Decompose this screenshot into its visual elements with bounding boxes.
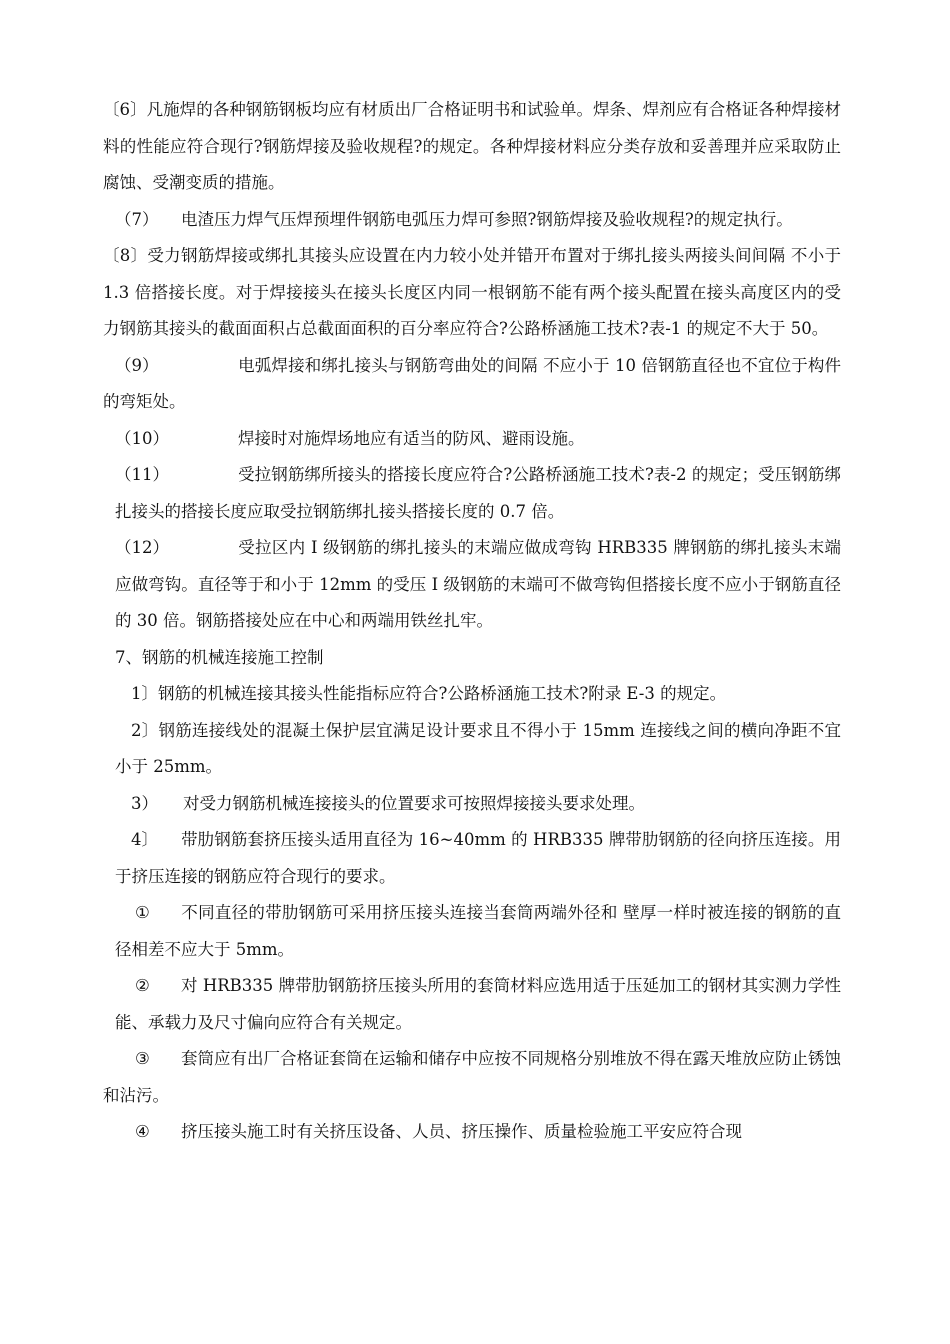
paragraph-c3: [103, 1041, 841, 1114]
paragraph-7: [103, 202, 841, 239]
paragraph-number: ④: [135, 1122, 150, 1141]
section-heading-text: 7、钢筋的机械连接施工控制: [115, 647, 324, 667]
paragraph-number: ③: [135, 1049, 150, 1068]
paragraph-number: ①: [135, 903, 150, 922]
paragraph-m4: [103, 822, 841, 895]
paragraph-m3: [103, 786, 841, 823]
paragraph-number: 4〕: [131, 830, 158, 849]
paragraph-m2: [103, 713, 841, 786]
paragraph-text: 1〕钢筋的机械连接其接头性能指标应符合?公路桥涵施工技术?附录 E-3 的规定。: [131, 684, 727, 703]
paragraph-m1: [103, 676, 841, 713]
paragraph-text: 焊接时对施焊场地应有适当的防风、避雨设施。: [238, 428, 585, 448]
paragraph-c2: [103, 968, 841, 1041]
paragraph-number: ②: [135, 976, 150, 995]
paragraph-text: 受拉区内 I 级钢筋的绑扎接头的末端应做成弯钩 HRB335 牌钢筋的绑扎接头末端应做弯钩。直径等于和小于 12mm 的受压 I 级钢筋的末端可不做弯钩但搭接长度不应小于钢筋直径的 30 倍。钢筋搭接处应在中心和两端用铁丝扎牢。: [115, 538, 841, 630]
section-heading-mechanical-connection: [103, 640, 841, 677]
paragraph-11: [103, 457, 841, 530]
paragraph-text: 对受力钢筋机械连接接头的位置要求可按照焊接接头要求处理。: [183, 793, 645, 813]
paragraph-text: 对 HRB335 牌带肋钢筋挤压接头所用的套筒材料应选用适于压延加工的钢材其实测力学性能、承载力及尺寸偏向应符合有关规定。: [115, 976, 841, 1032]
paragraph-12: [103, 530, 841, 640]
paragraph-c4: [103, 1114, 841, 1151]
document-page: [103, 92, 841, 1151]
paragraph-6: [103, 92, 841, 202]
paragraph-text: 2〕钢筋连接线处的混凝土保护层宜满足设计要求且不得小于 15mm 连接线之间的横向净距不宜小于 25mm。: [115, 720, 841, 776]
paragraph-text: 〔8〕受力钢筋焊接或绑扎其接头应设置在内力较小处并错开布置对于绑扎接头两接头间间隔 不小于 1.3 倍搭接长度。对于焊接接头在接头长度区内同一根钢筋不能有两个接头配置在接头高度区内的受力钢筋其接头的截面面积占总截面面积的百分率应符合?公路桥涵施工技术?表-1 的规定不大于 50。: [103, 246, 841, 338]
paragraph-number: （11）: [115, 465, 169, 484]
paragraph-text: 不同直径的带肋钢筋可采用挤压接头连接当套筒两端外径和 壁厚一样时被连接的钢筋的直径相差不应大于 5mm。: [115, 903, 841, 959]
paragraph-text: 套筒应有出厂合格证套筒在运输和储存中应按不同规格分别堆放不得在露天堆放应防止锈蚀和沾污。: [103, 1049, 841, 1105]
paragraph-number: 3）: [131, 793, 158, 813]
paragraph-text: 挤压接头施工时有关挤压设备、人员、挤压操作、质量检验施工平安应符合现: [181, 1122, 742, 1141]
paragraph-8: [103, 238, 841, 348]
paragraph-text: 〔6〕凡施焊的各种钢筋钢板均应有材质出厂合格证明书和试验单。焊条、焊剂应有合格证各种焊接材料的性能应符合现行?钢筋焊接及验收规程?的规定。各种焊接材料应分类存放和妥善理并应采取防止腐蚀、受潮变质的措施。: [103, 100, 841, 192]
paragraph-text: 电渣压力焊气压焊预埋件钢筋电弧压力焊可参照?钢筋焊接及验收规程?的规定执行。: [181, 209, 793, 229]
paragraph-text: 受拉钢筋绑所接头的搭接长度应符合?公路桥涵施工技术?表-2 的规定；受压钢筋绑扎接头的搭接长度应取受拉钢筋绑扎接头搭接长度的 0.7 倍。: [115, 465, 841, 521]
paragraph-text: 电弧焊接和绑扎接头与钢筋弯曲处的间隔 不应小于 10 倍钢筋直径也不宜位于构件的弯矩处。: [103, 355, 841, 411]
paragraph-9: [103, 348, 841, 421]
paragraph-number: （7）: [115, 209, 159, 229]
paragraph-number: （12）: [115, 538, 169, 557]
paragraph-10: [103, 421, 841, 458]
paragraph-number: （10）: [115, 428, 169, 448]
paragraph-text: 带肋钢筋套挤压接头适用直径为 16~40mm 的 HRB335 牌带肋钢筋的径向挤压连接。用于挤压连接的钢筋应符合现行的要求。: [115, 830, 841, 886]
paragraph-c1: [103, 895, 841, 968]
paragraph-number: （9）: [115, 355, 159, 375]
